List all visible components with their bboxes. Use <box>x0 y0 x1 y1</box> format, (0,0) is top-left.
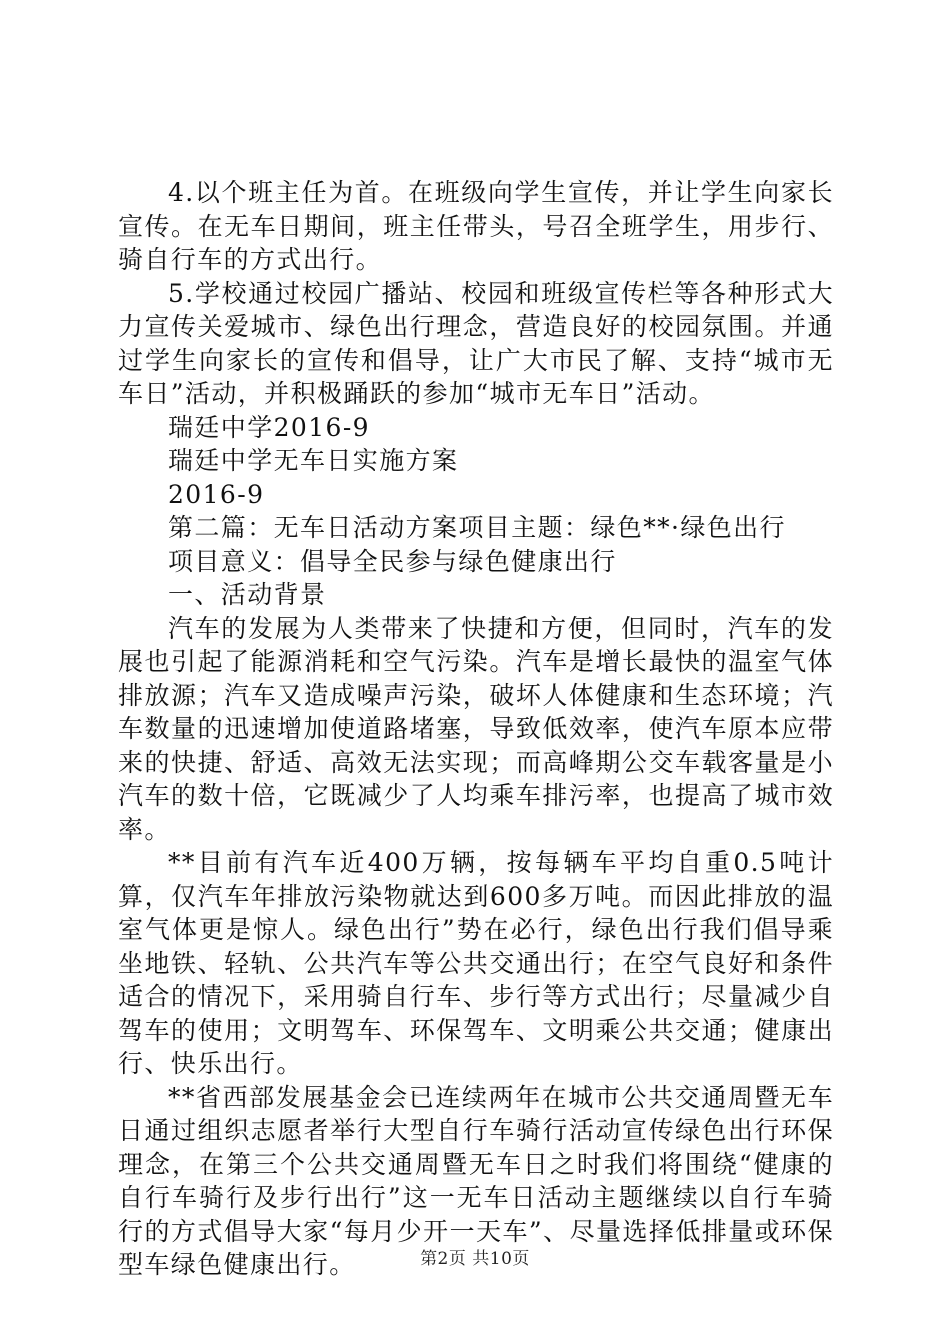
paragraph-background-3: **省西部发展基金会已连续两年在城市公共交通周暨无车日通过组织志愿者举行大型自行车骑行活动宣传绿色出行环保理念，在第三个公共交通周暨无车日之时我们将围绕“健康的自行车骑行及步行出行”这一无车日活动主题继续以自行车骑行的方式倡导大家“每月少开一天车”、尽量选择低排量或环保型车绿色健康出行。 <box>118 1082 834 1279</box>
page-number-footer: 第2页 共10页 <box>420 1249 530 1269</box>
plan-date: 2016-9 <box>168 479 265 509</box>
signature-line: 瑞廷中学2016-9 <box>168 412 370 442</box>
section-heading-background: 一、活动背景 <box>168 580 327 609</box>
paragraph-item-4: 4.以个班主任为首。在班级向学生宣传，并让学生向家长宣传。在无车日期间，班主任带头，号召全班学生，用步行、骑自行车的方式出行。 <box>118 178 834 274</box>
paragraph-background-2: **目前有汽车近400万辆，按每辆车平均自重0.5吨计算，仅汽车年排放污染物就达到600多万吨。而因此排放的温室气体更是惊人。绿色出行”势在必行，绿色出行我们倡导乘坐地铁、轻轨、公共汽车等公共交通出行；在空气良好和条件适合的情况下，采用骑自行车、步行等方式出行；尽量减少自驾车的使用；文明驾车、环保驾车、文明乘公共交通；健康出行、快乐出行。 <box>118 848 834 1078</box>
paragraph-background-1: 汽车的发展为人类带来了快捷和方便，但同时，汽车的发展也引起了能源消耗和空气污染。汽车是增长最快的温室气体排放源；汽车又造成噪声污染，破坏人体健康和生态环境；汽车数量的迅速增加使道路堵塞，导致低效率，使汽车原本应带来的快捷、舒适、高效无法实现；而高峰期公交车载客量是小汽车的数十倍，它既减少了人均乘车排污率，也提高了城市效率。 <box>118 613 834 844</box>
section-heading-part-two: 第二篇：无车日活动方案项目主题：绿色**·绿色出行 <box>168 513 786 542</box>
plan-title: 瑞廷中学无车日实施方案 <box>168 446 459 475</box>
document-body <box>118 176 834 1282</box>
paragraph-item-5: 5.学校通过校园广播站、校园和班级宣传栏等各种形式大力宣传关爱城市、绿色出行理念，营造良好的校园氛围。并通过学生向家长的宣传和倡导，让广大市民了解、支持“城市无车日”活动，并积极踊跃的参加“城市无车日”活动。 <box>118 278 834 408</box>
project-significance: 项目意义：倡导全民参与绿色健康出行 <box>168 546 617 576</box>
